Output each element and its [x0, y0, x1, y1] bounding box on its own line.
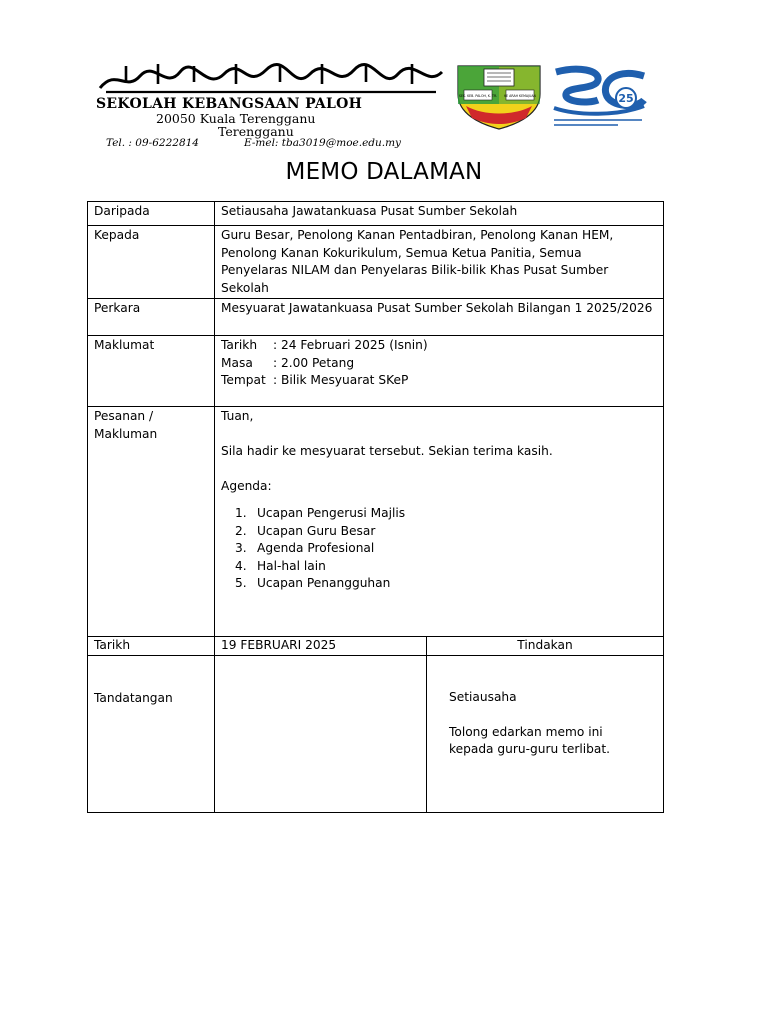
label-tarikh: Tarikh: [88, 637, 215, 656]
letterhead: [92, 62, 652, 150]
list-item: 1. Ucapan Pengerusi Majlis: [235, 505, 406, 520]
list-item: 5. Ucapan Penangguhan: [235, 576, 391, 591]
message-body: Sila hadir ke mesyuarat tersebut. Sekian terima kasih.: [221, 444, 553, 459]
value-pesanan: [215, 407, 664, 637]
label-pesanan: Pesanan / Makluman: [88, 407, 215, 637]
svg-text:سکولہ کبڠسان ڤالوه کوال ترڠݢان: سکولہ کبڠسان ڤالوه کوال ترڠݢانو: [263, 84, 279, 85]
row-maklumat: [88, 336, 664, 407]
tarikh-value: : 24 Februari 2025 (Isnin): [273, 338, 428, 352]
jawi-calligraphy-logo: [96, 62, 446, 96]
row-tarikh: [88, 637, 664, 656]
list-item: 2. Ucapan Guru Besar: [235, 523, 376, 538]
contact-line: [106, 137, 466, 149]
signature-box: [215, 655, 427, 812]
label-tindakan: Tindakan: [427, 637, 664, 656]
label-kepada: Kepada: [88, 226, 215, 299]
tarikh-key: Tarikh: [221, 338, 258, 352]
tindakan-instruction-2: kepada guru-guru terlibat.: [449, 742, 610, 757]
row-kepada: [88, 226, 664, 299]
list-item: 4. Hal-hal lain: [235, 558, 326, 573]
value-tindakan: [427, 655, 664, 812]
memo-table: [87, 201, 664, 813]
value-maklumat: [215, 336, 664, 407]
masa-value: : 2.00 Petang: [273, 355, 355, 370]
svg-text:SEK. KEB. PALOH, K. TR.: SEK. KEB. PALOH, K. TR.: [458, 94, 498, 98]
label-maklumat: Maklumat: [88, 336, 215, 407]
telephone: Tel. : 09-6222814: [106, 137, 199, 149]
row-pesanan: [88, 407, 664, 637]
label-tandatangan: Tandatangan: [88, 655, 215, 812]
value-daripada: Setiausaha Jawatankuasa Pusat Sumber Sekolah: [215, 202, 664, 226]
svg-text:25: 25: [618, 92, 634, 105]
tempat-key: Tempat: [221, 373, 266, 388]
school-crest-logo: [454, 64, 544, 130]
tindakan-to: Setiausaha: [449, 689, 517, 704]
greeting: Tuan,: [221, 409, 254, 423]
tempat-value: : Bilik Mesyuarat SKeP: [273, 373, 409, 388]
value-kepada: Guru Besar, Penolong Kanan Pentadbiran, Penolong Kanan HEM, Penolong Kanan Kokurikulum, Semua Ketua Panitia, Semua Penyelaras NILAM dan Penyelaras Bilik-bilik Khas Pusat Sumber Sekolah: [215, 226, 664, 299]
masa-key: Masa: [221, 355, 253, 370]
svg-text:KE ARAH KEMAJUAN: KE ARAH KEMAJUAN: [504, 94, 536, 98]
address-line-2: Terengganu: [218, 124, 294, 139]
email-address: E-mel: tba3019@moe.edu.my: [244, 137, 401, 149]
agenda-list: [221, 505, 657, 593]
value-perkara: Mesyuarat Jawatankuasa Pusat Sumber Sekolah Bilangan 1 2025/2026: [215, 299, 664, 336]
school-name: SEKOLAH KEBANGSAAN PALOH: [96, 96, 363, 112]
label-daripada: Daripada: [88, 202, 215, 226]
25-years-anniversary-logo: [548, 64, 648, 130]
tindakan-instruction-1: Tolong edarkan memo ini: [449, 724, 603, 739]
list-item: 3. Agenda Profesional: [235, 541, 375, 556]
address-line-1: 20050 Kuala Terengganu: [156, 111, 316, 126]
label-perkara: Perkara: [88, 299, 215, 336]
value-tarikh: 19 FEBRUARI 2025: [215, 637, 427, 656]
row-perkara: [88, 299, 664, 336]
memo-title: MEMO DALAMAN: [285, 159, 483, 185]
agenda-heading: Agenda:: [221, 479, 272, 494]
row-daripada: [88, 202, 664, 226]
row-tandatangan: [88, 655, 664, 812]
